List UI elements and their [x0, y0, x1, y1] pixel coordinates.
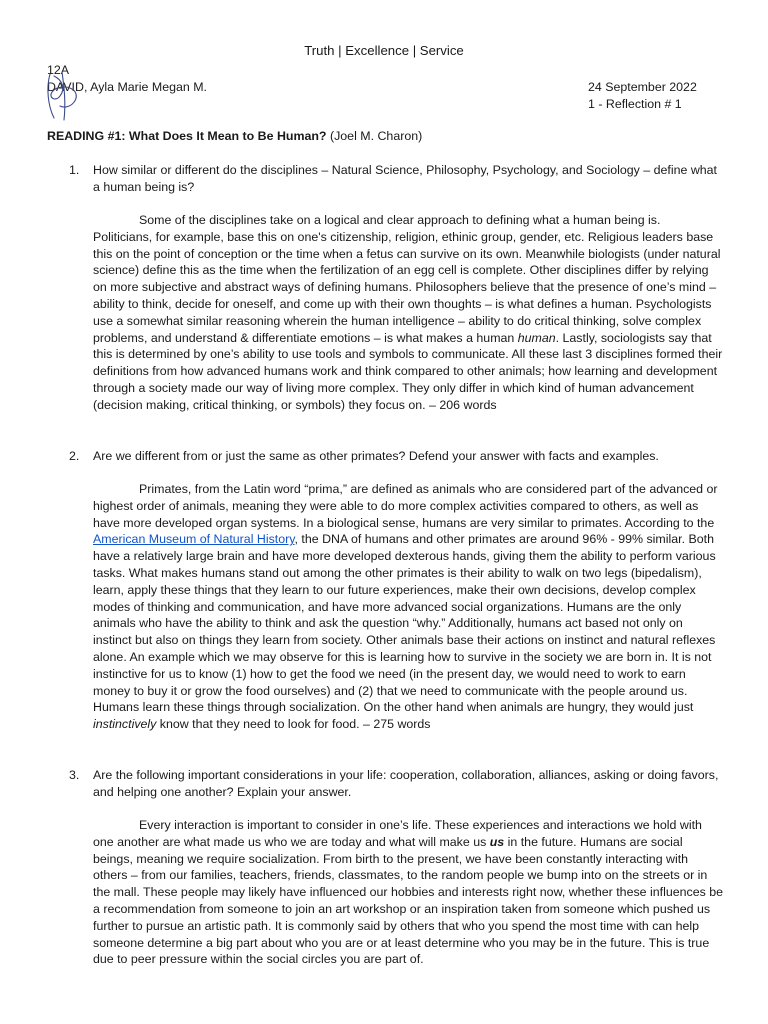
- submission-info: [588, 79, 697, 113]
- museum-link[interactable]: American Museum of Natural History: [93, 532, 295, 547]
- section-label: 12A: [47, 63, 70, 77]
- answer-text: . Lastly, sociologists say that this is determined by one’s ability to use tools and symbols to communicate. All these last 3 disciplines formed their definitions from how advanced humans work and think compared to other animals; how learning and development through a society made our way of living more complex. They only differ in which kind of human advancement (decision making, critical thinking, or symbols) they focus on. – 206 words: [93, 330, 723, 412]
- question-number: 2.: [69, 449, 80, 463]
- answer-2: [93, 481, 723, 733]
- question-text: How similar or different do the disciplines – Natural Science, Philosophy, Psychology, and Sociology – define what a human being is?: [93, 163, 717, 194]
- question-text: Are the following important considerations in your life: cooperation, collaboration, alliances, asking or doing favors, and helping one another? Explain your answer.: [93, 768, 719, 799]
- reading-author: (Joel M. Charon): [329, 129, 423, 143]
- answer-emphasis: us: [489, 834, 505, 849]
- answer-text: in the future. Humans are social beings, meaning we require socialization. From birth to the present, we have been constantly interacting with others – from our families, teachers, friends, classmates, to the random people we bump into on the streets or in the mall. These people may likely have influenced our hobbies and interests right now, whether these influences be a recommendation from someone to join an art workshop or an inspiration taken from someone which pushed us further to pursue an artistic path. It is commonly said by others that who you spend the most time with can help someone determine a big part about who you are or at least determine who you may be in the future. This is true due to peer pressure within the social circles you are part of.: [93, 834, 724, 967]
- question-number: 3.: [69, 768, 80, 782]
- student-name: DAVID, Ayla Marie Megan M.: [47, 79, 207, 94]
- question-number: 1.: [69, 163, 80, 177]
- submission-date: 24 September 2022: [588, 80, 697, 94]
- signature-image: [40, 66, 90, 126]
- reading-heading: [47, 128, 422, 145]
- question-2: [69, 448, 724, 465]
- answer-text: Primates, from the Latin word “prima,” are defined as animals who are considered part of the advanced or highest order of animals, meaning they were able to do more complex activities compared to others, as well as have more developed organ systems. In a biological sense, humans are very similar to primates. According to the: [93, 482, 718, 530]
- question-1: [69, 162, 724, 196]
- reflection-label: 1 - Reflection # 1: [588, 96, 682, 111]
- answer-text: Every interaction is important to consider in one’s life. These experiences and interactions we hold with one another are what made us who we are today and what will make us: [93, 818, 702, 849]
- reading-title: READING #1: What Does It Mean to Be Human?: [47, 129, 327, 143]
- answer-3: [93, 817, 723, 968]
- school-motto: Truth | Excellence | Service: [304, 43, 464, 58]
- question-text: Are we different from or just the same as other primates? Defend your answer with facts and examples.: [93, 449, 659, 463]
- question-3: [69, 767, 724, 801]
- answer-text: know that they need to look for food. – 275 words: [156, 717, 431, 732]
- answer-emphasis: instinctively: [93, 717, 157, 732]
- answer-text: Some of the disciplines take on a logical and clear approach to defining what a human being is. Politicians, for example, base this on one's citizenship, religion, ethinic group, gender, etc. Religious leaders base this on the point of conception or the time when a fetus can survive on its own. Meanwhile biologists (under natural science) define this as the time when the fertilization of an egg cell is complete. Other disciplines differ by relying on more subjective and abstract ways of defining humans. Philosophers believe that the presence of one’s mind – ability to think, decide for oneself, and come up with their own thoughts – is what defines a human. Psychologists use a somewhat similar reasoning wherein the human intelligence – ability to do critical thinking, solve complex problems, and understand & differentiate emotions – is what makes a human: [93, 213, 721, 345]
- answer-emphasis: human: [517, 330, 556, 345]
- answer-1: [93, 212, 723, 414]
- answer-text: , the DNA of humans and other primates are around 96% - 99% similar. Both have a relatively large brain and have more developed dexterous hands, giving them the ability to perform various tasks. What makes humans stand out among the other primates is their ability to walk on two legs (bipedalism), learn, apply these things that they learn to our future experiences, make their own decisions, develop complex modes of thinking and communication, and have more advanced social organizations. Humans are the only animals who have the ability to think and ask the question “why.” Additionally, humans act based not only on instinct but also on things they learn from society. Other animals base their actions on instinct and natural reflexes alone. An example which we may observe for this is learning how to survive in the society we are born in. It is not instinctive for us to know (1) how to get the food we need (in the present day, we would need to work to earn money to buy it or grow the food ourselves) and (2) that we need to communicate with the people around us. Humans learn these things through socialization. On the other hand when animals are hungry, they would just: [93, 532, 716, 715]
